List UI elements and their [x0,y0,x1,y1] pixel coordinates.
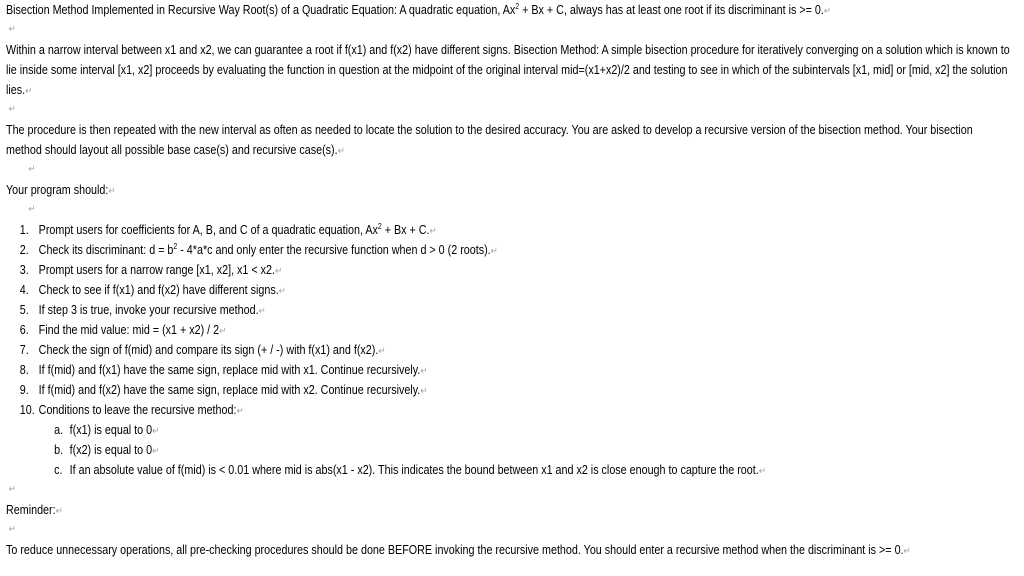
title-text: Bisection Method Implemented in Recursive Way Root(s) of a Quadratic Equation: A quadratic equation, Ax [6,3,516,17]
step-number: 6. [19,323,29,337]
step-item [6,300,1021,320]
paragraph-mark: ↵ [152,446,160,457]
procedure-line-1: The procedure is then repeated with the new interval as often as needed to locate the solution to the desired accuracy. You are asked to develop a recursive version of the bisection method. Your bisection [6,123,973,137]
paragraph-mark: ↵ [420,366,428,377]
empty-paragraph-mark: ↵ [8,104,16,115]
step-item [6,340,1021,360]
intro-line-3: lies.↵ [6,83,33,97]
step-text: If f(mid) and f(x2) have the same sign, replace mid with x2. Continue recursively. [38,383,421,397]
step-text-end: - 4*a*c and only enter the recursive function when d > 0 (2 roots). [177,243,491,257]
step-number: 2. [19,243,29,257]
condition-text: f(x1) is equal to 0 [69,423,153,437]
title-text-end: + Bx + C, always has at least one root if its discriminant is >= 0. [519,3,824,17]
step-item [6,320,1021,340]
step-number: 1. [19,223,29,237]
step-item [6,260,1021,280]
paragraph-mark: ↵ [903,546,911,557]
condition-item [6,460,1021,480]
empty-paragraph-mark: ↵ [8,524,16,535]
step-item [6,280,1021,300]
paragraph-mark: ↵ [258,306,266,317]
paragraph-mark: ↵ [420,386,428,397]
empty-paragraph-mark: ↵ [8,484,16,495]
paragraph-mark: ↵ [108,186,116,197]
paragraph-mark: ↵ [219,326,227,337]
paragraph-mark: ↵ [152,426,160,437]
step-text: Check to see if f(x1) and f(x2) have different signs. [38,283,279,297]
step-superscript: 2 [173,242,178,251]
step-superscript: 2 [377,222,382,231]
step-number: 5. [19,303,29,317]
intro-line-2: lie inside some interval [x1, x2] proceeds by evaluating the function in question at the midpoint of the original interval mid=(x1+x2)/2 and testing to see in which of the subintervals [x1, mid] or [mid, x2] the solution [6,63,1008,77]
step-number: 3. [19,263,29,277]
reminder-text: To reduce unnecessary operations, all pre-checking procedures should be done BEFORE invoking the recursive method. You should enter a recursive method when the discriminant is >= 0.↵ [6,543,911,557]
step-text: Prompt users for coefficients for A, B, and C of a quadratic equation, Ax [38,223,378,237]
paragraph-mark: ↵ [758,466,766,477]
step-text: Find the mid value: mid = (x1 + x2) / 2 [38,323,220,337]
condition-letter: c. [54,463,63,477]
paragraph-mark: ↵ [823,6,832,17]
step-number: 7. [19,343,29,357]
conditions-list [6,420,1021,480]
reminder-heading: Reminder:↵ [6,503,63,517]
condition-item [6,420,1021,440]
condition-letter: a. [54,423,64,437]
paragraph-mark: ↵ [278,286,286,297]
condition-text: f(x2) is equal to 0 [69,443,153,457]
paragraph-mark: ↵ [429,226,437,237]
paragraph-mark: ↵ [337,146,345,157]
step-text: If step 3 is true, invoke your recursive method. [38,303,259,317]
step-text: Conditions to leave the recursive method: [38,403,237,417]
condition-item [6,440,1021,460]
paragraph-mark: ↵ [378,346,386,357]
document-title [6,0,1021,20]
condition-text: If an absolute value of f(mid) is < 0.01 where mid is abs(x1 - x2). This indicates the bound between x1 and x2 is close enough to capture the root. [69,463,759,477]
step-item [6,400,1021,420]
paragraph-mark: ↵ [236,406,244,417]
step-text: If f(mid) and f(x1) have the same sign, replace mid with x1. Continue recursively. [38,363,421,377]
paragraph-mark: ↵ [490,246,498,257]
step-item [6,240,1021,260]
paragraph-mark: ↵ [55,506,63,517]
intro-line-1: Within a narrow interval between x1 and x2, we can guarantee a root if f(x1) and f(x2) have different signs. Bisection Method: A simple bisection procedure for iteratively converging on a solution which is known to [6,43,1010,57]
program-heading: Your program should:↵ [6,183,116,197]
step-number: 10. [19,403,35,417]
step-text: Prompt users for a narrow range [x1, x2], x1 < x2. [38,263,275,277]
empty-paragraph-mark: ↵ [8,24,16,35]
procedure-line-2: method should layout all possible base case(s) and recursive case(s).↵ [6,143,345,157]
step-item [6,360,1021,380]
step-number: 9. [19,383,29,397]
title-superscript: 2 [515,2,520,11]
step-number: 4. [19,283,29,297]
step-text-end: + Bx + C. [381,223,430,237]
paragraph-mark: ↵ [274,266,283,277]
paragraph-mark: ↵ [25,86,33,97]
step-text: Check its discriminant: d = b [38,243,174,257]
step-item [6,380,1021,400]
empty-paragraph-mark: ↵ [28,204,36,215]
empty-paragraph-mark: ↵ [28,164,36,175]
step-text: Check the sign of f(mid) and compare its sign (+ / -) with f(x1) and f(x2). [38,343,379,357]
step-item [6,220,1021,240]
condition-letter: b. [54,443,64,457]
steps-list [6,220,1021,420]
step-number: 8. [19,363,29,377]
document-body [6,0,1021,560]
